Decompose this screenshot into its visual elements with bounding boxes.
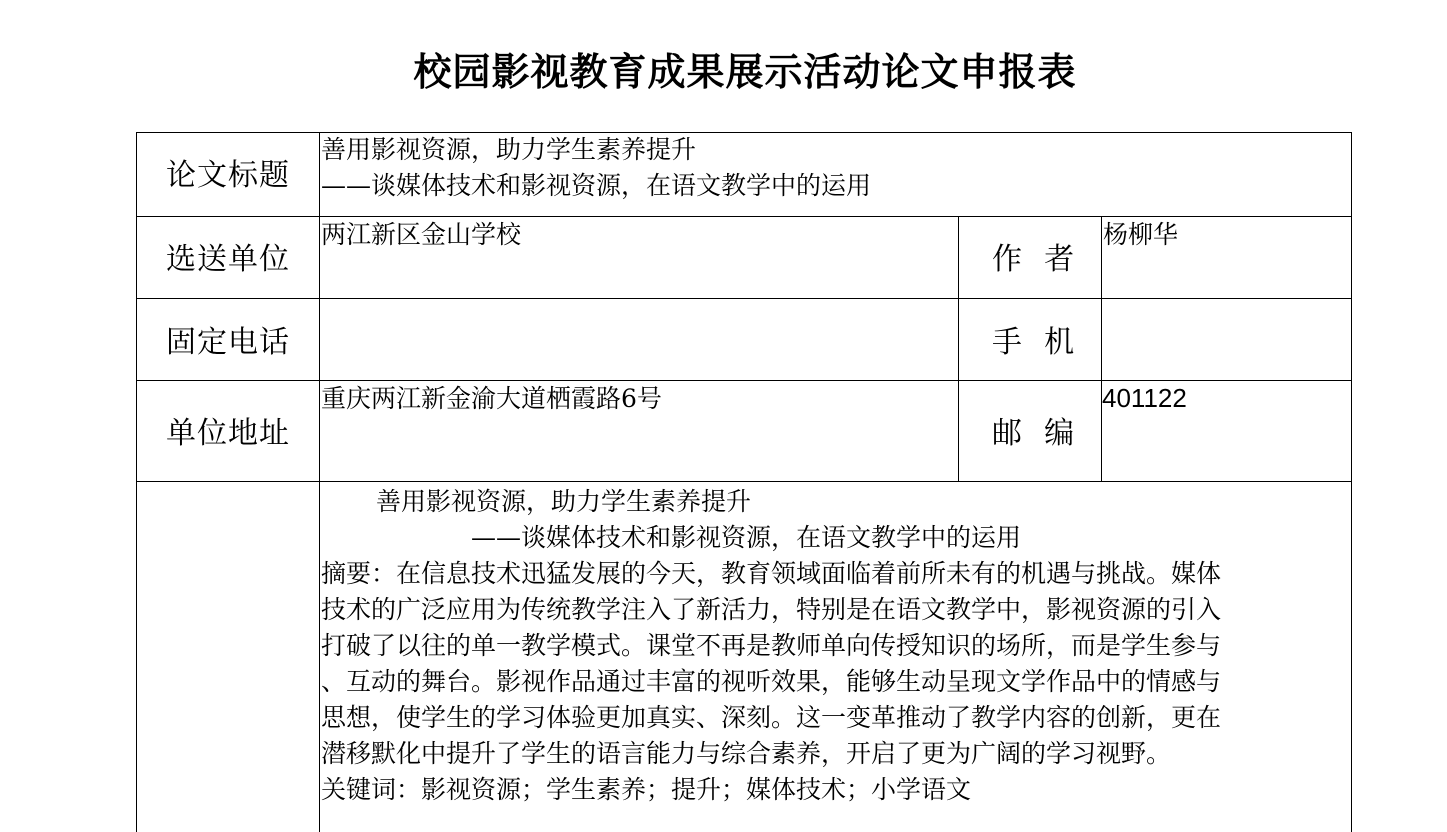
abstract-line: 潜移默化中提升了学生的语言能力与综合素养，开启了更为广阔的学习视野。 [321,739,1172,768]
abstract-keywords: 关键词：影视资源；学生素养；提升；媒体技术；小学语文 [321,775,972,804]
paper-title-label: 论文标题 [166,158,290,193]
address-value[interactable]: 重庆两江新金渝大道栖霞路6号 [321,384,662,413]
abstract-line: 、互动的舞台。影视作品通过丰富的视听效果，能够生动呈现文学作品中的情感与 [321,667,1222,696]
column-divider [958,216,959,481]
postcode-label: 邮 编 [992,416,1076,451]
application-form-table [136,132,1352,832]
phone-label: 固定电话 [166,325,290,360]
table-border-left [136,132,137,832]
label-column-divider [319,132,320,832]
abstract-line: 思想，使学生的学习体验更加真实、深刻。这一变革推动了教学内容的创新，更在 [321,703,1222,732]
abstract-line: 技术的广泛应用为传统教学注入了新活力，特别是在语文教学中，影视资源的引入 [321,595,1222,624]
postcode-value[interactable]: 401122 [1102,383,1187,413]
phone-value[interactable] [321,302,951,372]
mobile-value[interactable] [1103,302,1343,372]
column-divider [1101,216,1102,481]
mobile-label: 手 机 [992,325,1076,360]
abstract-body [321,484,1351,808]
unit-value[interactable]: 两江新区金山学校 [321,220,522,249]
abstract-line: 摘要：在信息技术迅猛发展的今天，教育领域面临着前所未有的机遇与挑战。媒体 [321,559,1222,588]
author-label: 作 者 [992,242,1076,277]
paper-title-line1[interactable]: 善用影视资源，助力学生素养提升 [321,135,697,164]
unit-label: 选送单位 [166,242,290,277]
address-label: 单位地址 [166,416,290,451]
author-value[interactable]: 杨柳华 [1103,220,1179,249]
abstract-heading: 善用影视资源，助力学生素养提升 [376,487,752,516]
abstract-line: 打破了以往的单一教学模式。课堂不再是教师单向传授知识的场所，而是学生参与 [321,631,1222,660]
abstract-subheading: ——谈媒体技术和影视资源，在语文教学中的运用 [471,523,1022,552]
paper-title-line2[interactable]: ——谈媒体技术和影视资源，在语文教学中的运用 [321,171,872,200]
page-title: 校园影视教育成果展示活动论文申报表 [413,49,1077,94]
table-border-right [1351,132,1352,832]
